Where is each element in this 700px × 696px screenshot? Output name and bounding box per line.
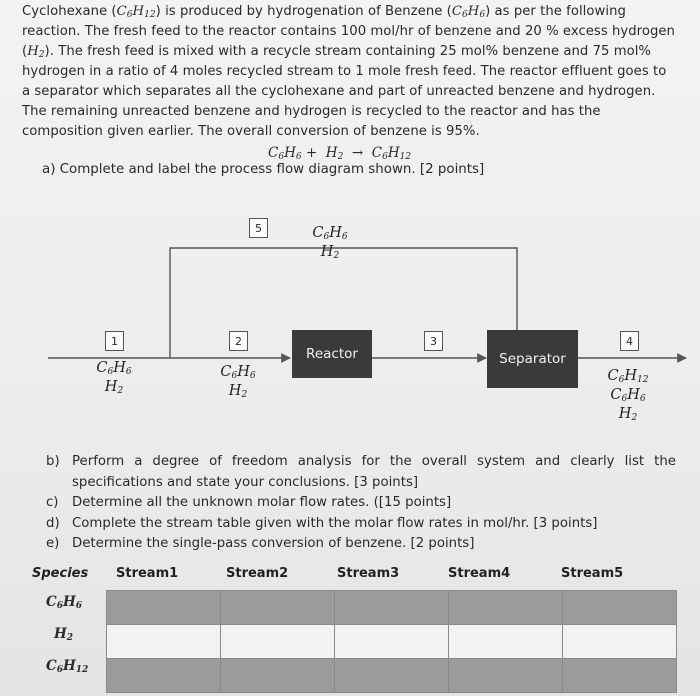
problem-line-6: The remaining unreacted benzene and hydrogen is recycled to the reactor and has the (22, 104, 601, 119)
question-text: Determine the single-pass conversion of benzene. [2 points] (72, 536, 475, 551)
problem-line-1: Cyclohexane $(C_6H_{12})$ is produced by hydrogenation of Benzene $(C_6H_6)$ as per the following (22, 4, 626, 20)
reaction-equation: $C_6H_6 + H_2 \to C_6H_{12}$ (268, 145, 412, 162)
header-stream3: Stream3 (337, 566, 400, 581)
header-stream4: Stream4 (448, 566, 511, 581)
stream-table (26, 566, 676, 694)
question-list (46, 452, 676, 555)
table-cell[interactable] (106, 658, 221, 693)
question-c (46, 493, 676, 514)
header-stream5: Stream5 (561, 566, 624, 581)
row-label-hydrogen: $H_2$ (54, 626, 74, 643)
stream-2-number: 2 (229, 331, 248, 351)
question-label: e) (46, 536, 60, 551)
question-text: Determine all the unknown molar flow rates. ([15 points] (72, 495, 452, 510)
question-label: b) (46, 454, 60, 469)
problem-statement (22, 2, 682, 142)
stream-3-number: 3 (424, 331, 443, 351)
stream-4-species: $C_6H_{12}$ $C_6H_6$ $H_2$ (607, 368, 649, 423)
question-text: Complete the stream table given with the molar flow rates in mol/hr. [3 points] (72, 515, 598, 531)
stream-2-species: $C_6H_6$ $H_2$ (220, 364, 256, 400)
table-cell[interactable] (562, 590, 677, 625)
stream-1-number: 1 (105, 331, 124, 351)
question-b (46, 452, 676, 493)
process-flow-diagram (0, 200, 700, 440)
problem-line-3: $(H_2)$. The fresh feed is mixed with a recycle stream containing 25 mol% benzene and 75 mol% (22, 44, 651, 60)
table-cell[interactable] (448, 590, 563, 625)
problem-line-5: a separator which separates all the cyclohexane and part of unreacted benzene and hydrogen. (22, 84, 656, 99)
table-cell[interactable] (220, 624, 335, 659)
table-cell[interactable] (448, 624, 563, 659)
table-cell[interactable] (220, 658, 335, 693)
row-label-cyclohexane: $C_6H_{12}$ (46, 658, 89, 675)
table-cell[interactable] (106, 624, 221, 659)
question-d (46, 514, 676, 535)
reactor-unit[interactable] (292, 330, 372, 378)
header-species: Species (32, 566, 89, 581)
problem-line-7: composition given earlier. The overall conversion of benzene is 95%. (22, 124, 480, 139)
reactor-label: Reactor (306, 346, 358, 362)
stream-5-number: 5 (249, 218, 268, 238)
header-stream2: Stream2 (226, 566, 289, 581)
table-cell[interactable] (334, 658, 449, 693)
question-a: a) Complete and label the process flow diagram shown. [2 points] (42, 162, 485, 177)
table-cell[interactable] (334, 590, 449, 625)
header-stream1: Stream1 (116, 566, 179, 581)
question-e (46, 534, 676, 555)
separator-label: Separator (499, 351, 566, 367)
separator-unit[interactable] (487, 330, 578, 388)
problem-line-2: reaction. The fresh feed to the reactor contains 100 mol/hr of benzene and 20 % excess hydrogen (22, 24, 675, 39)
table-cell[interactable] (334, 624, 449, 659)
table-cell[interactable] (220, 590, 335, 625)
problem-line-4: hydrogen in a ratio of 4 moles recycled stream to 1 mole fresh feed. The reactor effluent goes to (22, 64, 667, 79)
table-cell[interactable] (562, 658, 677, 693)
table-cell[interactable] (106, 590, 221, 625)
stream-table-grid (106, 590, 676, 692)
stream-5-species: $C_6H_6$ $H_2$ (312, 225, 348, 261)
stream-4-number: 4 (620, 331, 639, 351)
row-label-benzene: $C_6H_6$ (46, 594, 83, 611)
question-label: d) (46, 515, 60, 531)
question-text: Perform a degree of freedom analysis for the overall system and clearly list the specifications and state your conclusions. [3 points] (72, 454, 676, 490)
question-label: c) (46, 495, 59, 510)
table-cell[interactable] (562, 624, 677, 659)
stream-1-species: $C_6H_6$ $H_2$ (96, 360, 132, 396)
table-cell[interactable] (448, 658, 563, 693)
